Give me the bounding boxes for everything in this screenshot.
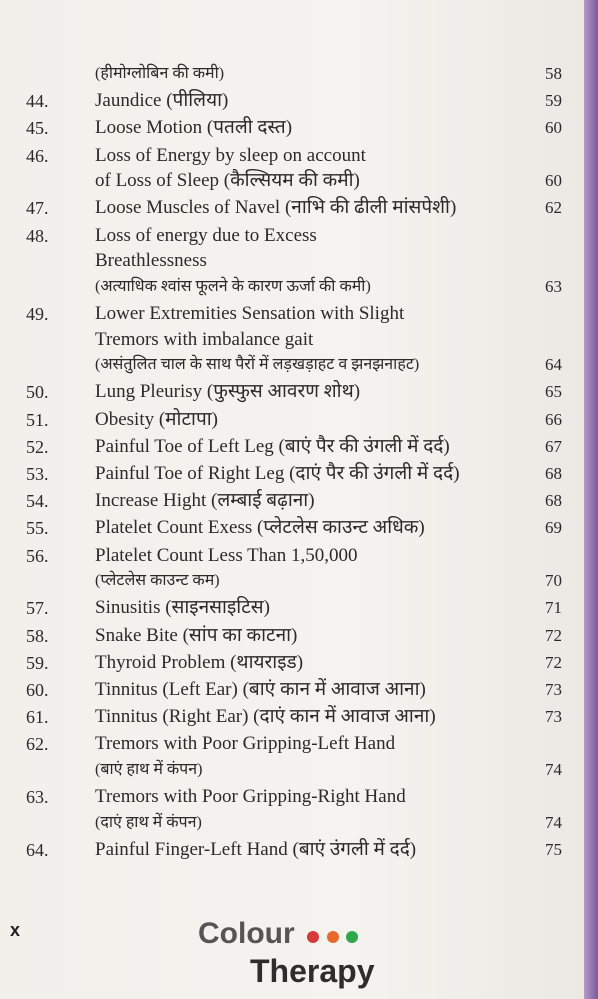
toc-entry-page-number: 69 [545,518,562,538]
toc-entry-title-line: Lung Pleurisy (फुस्फुस आवरण शोथ) [95,381,361,403]
toc-entry-page-number: 72 [545,625,562,645]
toc-entry-title-line: (असंतुलित चाल के साथ पैरों में लड़खड़ाहट व झनझनाहट) [95,356,420,374]
brand-dot-orange [327,931,339,943]
toc-entry-page-number: 71 [545,598,562,618]
toc-entry-page-number: 68 [545,491,562,511]
toc-entry-number: 61. [26,707,49,728]
toc-entry-title-line: of Loss of Sleep (कैल्सियम की कमी) [95,170,360,192]
toc-entry-number: 55. [26,518,49,539]
toc-entry-title-line: Snake Bite (सांप का काटना) [95,624,298,646]
toc-entry-number: 63. [26,787,49,808]
toc-entry-page-number: 64 [545,355,562,375]
brand-dot-red [307,931,319,943]
brand-logo [198,918,374,987]
roman-page-number: x [10,920,21,940]
toc-entry-page-number: 68 [545,464,562,483]
toc-entry-title-line: Thyroid Problem (थायराइड) [95,651,304,673]
brand-word-therapy: Therapy [250,953,375,989]
toc-entry-title-line: Breathlessness [95,250,207,272]
toc-entry-number: 47. [26,198,49,219]
toc-entry-number: 56. [26,545,49,566]
toc-entry-title-line: Lower Extremities Sensation with Slight [95,303,405,324]
toc-entry-number: 53. [26,464,49,484]
toc-entry-page-number: 66 [545,409,562,429]
toc-entry-page-number: 74 [545,812,562,832]
toc-entry-page-number: 72 [545,652,562,672]
toc-entry-number: 58. [26,625,49,646]
toc-entry-title-line: (बाएं हाथ में कंपन) [95,760,203,778]
toc-entry-number: 48. [26,225,49,246]
toc-entry-page-number: 74 [545,759,562,779]
toc-entry-title-line: Platelet Count Exess (प्लेटलेस काउन्ट अधिक) [95,517,425,539]
toc-entry-title-line: Painful Toe of Left Leg (बाएं पैर की उंगली में दर्द) [95,435,450,457]
toc-entry-title-line: (प्लेटलेस काउन्ट कम) [95,572,220,590]
toc-entry-number: 62. [26,734,49,755]
toc-entry-title-line: Jaundice (पीलिया) [95,90,229,112]
toc-entry-page-number: 60 [545,118,562,138]
toc-entry-number: 50. [26,382,49,403]
toc-entry-title-line: Loss of Energy by sleep on account [95,144,366,166]
toc-entry-title-line: Tremors with Poor Gripping-Left Hand [95,733,396,755]
toc-entry-title-line: Loose Muscles of Navel (नाभि की ढीली मांसपेशी) [95,197,457,219]
toc-entry-page-number: 65 [545,382,562,402]
toc-entry-page-number: 60 [545,171,562,191]
toc-entry-title-line: (अत्याधिक श्वांस फूलने के कारण ऊर्जा की कमी) [95,277,371,295]
toc-entry-number: 46. [26,145,49,166]
toc-entry-number: 64. [26,840,49,860]
toc-entry-title-line: Tremors with Poor Gripping-Right Hand [95,786,406,808]
brand-word-colour: Colour [198,917,295,950]
toc-entry-title-line: Tinnitus (Right Ear) (दाएं कान में आवाज आना) [95,706,436,728]
page-edge-background [584,0,598,999]
toc-entry-title-line: Loss of energy due to Excess [95,224,317,246]
toc-entry-page-number: 67 [545,436,562,456]
toc-entry-title-line: Painful Finger-Left Hand (बाएं उंगली में दर्द) [95,839,417,860]
toc-entry-title-line: Tinnitus (Left Ear) (बाएं कान में आवाज आना) [95,679,426,700]
brand-dot-green [346,931,358,943]
toc-entry-title-line: (हीमोग्लोबिन की कमी) [95,65,225,82]
toc-entry-page-number: 73 [545,707,562,727]
toc-entry-title-line: Loose Motion (पतली दस्त) [95,117,293,139]
toc-entry-number: 52. [26,436,49,457]
toc-entry-title-line: Increase Hight (लम्बाई बढ़ाना) [95,490,315,512]
toc-entry-number: 60. [26,680,49,700]
toc-entry-page-number: 62 [545,198,562,218]
toc-entry-page-number: 59 [545,91,562,111]
toc-entry-number: 51. [26,409,49,430]
toc-entry-title-line: (दाएं हाथ में कंपन) [95,813,202,831]
brand-dots [307,923,361,955]
toc-entry-number: 59. [26,652,49,673]
toc-entry-page-number: 63 [545,276,562,296]
toc-entry-title-line: Painful Toe of Right Leg (दाएं पैर की उंगली में दर्द) [95,463,460,484]
toc-entry-number: 44. [26,91,49,112]
toc-entry-page-number: 75 [545,840,562,859]
toc-entry-number: 54. [26,491,49,512]
toc-entry-number: 49. [26,304,49,324]
toc-entry-title-line: Platelet Count Less Than 1,50,000 [95,544,358,566]
toc-entry-page-number: 73 [545,680,562,699]
toc-entry-title-line: Tremors with imbalance gait [95,328,314,350]
toc-entry-page-number: 70 [545,571,562,591]
toc-entry-title-line: Obesity (मोटापा) [95,408,219,430]
toc-entry-page-number: 58 [545,64,562,83]
toc-entry-number: 57. [26,598,49,619]
toc-entry-title-line: Sinusitis (साइनसाइटिस) [95,597,270,619]
toc-entry-number: 45. [26,118,49,139]
